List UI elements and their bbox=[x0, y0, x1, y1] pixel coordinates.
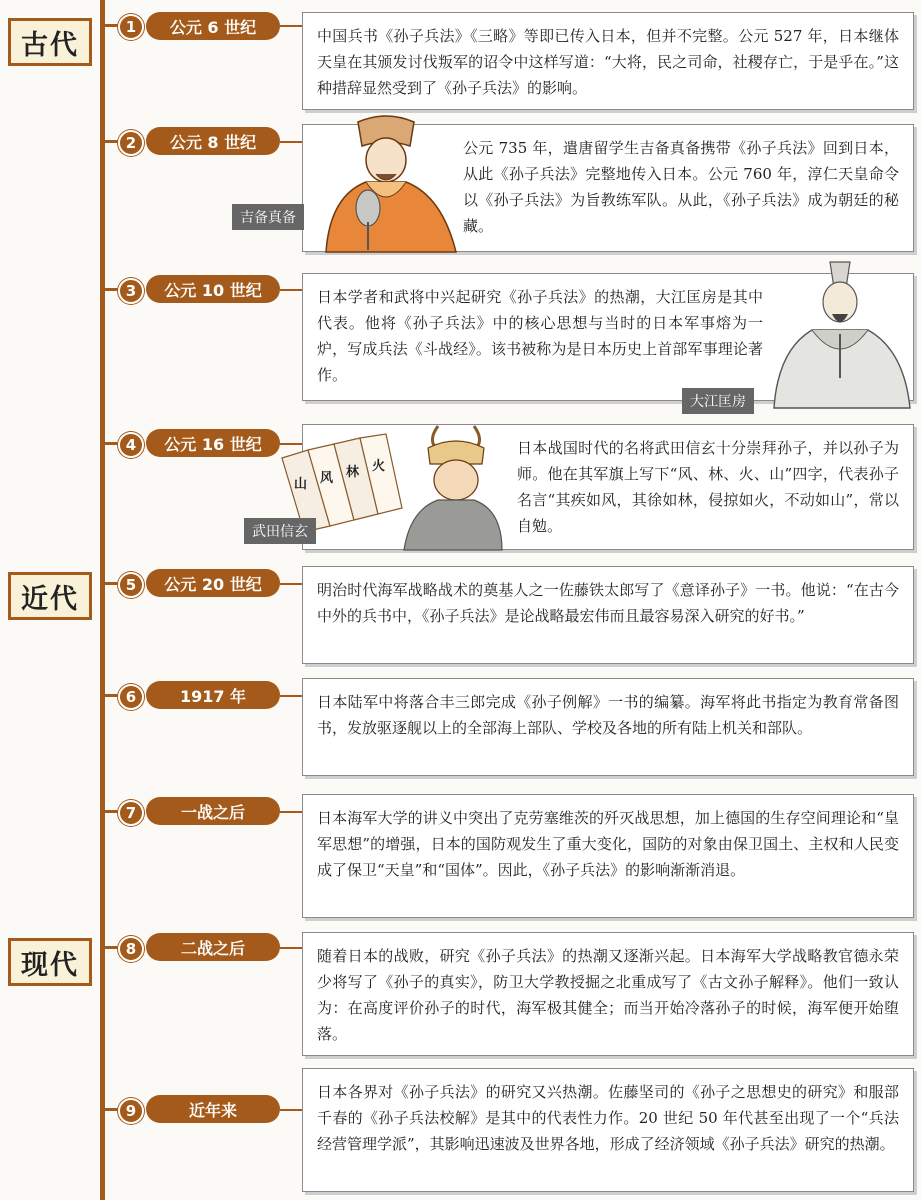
entry-text: 日本学者和武将中兴起研究《孙子兵法》的热潮，大江匡房是其中代表。他将《孙子兵法》中的核心思想与当时的日本军事熔为一炉，写成兵法《斗战经》。该书被称为是日本历史上首部军事理论著作。 bbox=[317, 288, 763, 384]
era-modern-label: 近代 bbox=[8, 572, 92, 620]
period-label: 一战之后 bbox=[146, 797, 280, 825]
entry-number-badge: 2 bbox=[118, 130, 144, 156]
entry-text: 日本海军大学的讲义中突出了克劳塞维茨的歼灭战思想，加上德国的生存空间理论和“皇军思想”的增强，日本的国防观发生了重大变化，国防的对象由保卫国土、主权和人民变成了保卫“天皇”和“国体”。因此，《孙子兵法》的影响渐渐消退。 bbox=[317, 809, 899, 879]
figure-caption-takeda: 武田信玄 bbox=[244, 518, 316, 544]
banner-char: 火 bbox=[372, 459, 386, 474]
entry-text: 随着日本的战败，研究《孙子兵法》的热潮又逐渐兴起。日本海军大学战略教官德永荣少将写了《孙子的真实》，防卫大学教授掘之北重成写了《古文孙子解释》。他们一致认为：在高度评价孙子的时代，海军极其健全；而当开始冷落孙子的时候，海军便开始堕落。 bbox=[317, 947, 899, 1043]
banner-char: 林 bbox=[346, 465, 360, 480]
entry-text: 公元 735 年，遣唐留学生吉备真备携带《孙子兵法》回到日本，从此《孙子兵法》完整地传入日本。公元 760 年，淳仁天皇命令以《孙子兵法》为旨教练军队。从此，《孙子兵法》成为朝廷的秘藏。 bbox=[463, 139, 899, 235]
entry-text: 日本陆军中将落合丰三郎完成《孙子例解》一书的编纂。海军将此书指定为教育常备图书，发放驱逐舰以上的全部海上部队、学校及各地的所有陆上机关和部队。 bbox=[317, 693, 899, 737]
figure-caption-kibi: 吉备真备 bbox=[232, 204, 304, 230]
entry-number-badge: 5 bbox=[118, 572, 144, 598]
entry-text-box bbox=[302, 566, 914, 664]
era-ancient-label: 古代 bbox=[8, 18, 92, 66]
entry-text-box bbox=[302, 794, 914, 918]
entry-number-badge: 9 bbox=[118, 1098, 144, 1124]
timeline-axis bbox=[100, 0, 105, 1200]
entry-text: 日本战国时代的名将武田信玄十分崇拜孙子，并以孙子为师。他在其军旗上写下“风、林、火、山”四字，代表孙子名言“其疾如风，其徐如林，侵掠如火，不动如山”，常以自勉。 bbox=[517, 439, 899, 535]
period-label: 公元 16 世纪 bbox=[146, 429, 280, 457]
period-label: 公元 6 世纪 bbox=[146, 12, 280, 40]
kibi-makibi-portrait-icon bbox=[306, 112, 464, 254]
entry-number-badge: 1 bbox=[118, 14, 144, 40]
banner-char: 山 bbox=[294, 477, 308, 492]
period-label: 近年来 bbox=[146, 1095, 280, 1123]
period-label: 二战之后 bbox=[146, 933, 280, 961]
entry-text-box bbox=[302, 932, 914, 1056]
period-label: 1917 年 bbox=[146, 681, 280, 709]
entry-text-box bbox=[302, 678, 914, 776]
entry-number-badge: 7 bbox=[118, 800, 144, 826]
entry-text-box bbox=[302, 12, 914, 110]
period-label: 公元 8 世纪 bbox=[146, 127, 280, 155]
period-label: 公元 20 世纪 bbox=[146, 569, 280, 597]
entry-number-badge: 8 bbox=[118, 936, 144, 962]
oe-masafusa-portrait-icon bbox=[766, 258, 914, 410]
entry-text: 中国兵书《孙子兵法》《三略》等即已传入日本，但并不完整。公元 527 年，日本继体天皇在其颁发讨伐叛军的诏令中这样写道：“大将，民之司命，社稷存亡，于是乎在。”这种措辞显然受到了《孙子兵法》的影响。 bbox=[317, 27, 899, 97]
period-label: 公元 10 世纪 bbox=[146, 275, 280, 303]
entry-number-badge: 4 bbox=[118, 432, 144, 458]
entry-number-badge: 6 bbox=[118, 684, 144, 710]
entry-text: 明治时代海军战略战术的奠基人之一佐藤铁太郎写了《意译孙子》一书。他说：“在古今中外的兵书中，《孙子兵法》是论战略最宏伟而且最容易深入研究的好书。” bbox=[317, 581, 899, 625]
era-contemporary-label: 现代 bbox=[8, 938, 92, 986]
figure-caption-oe: 大江匡房 bbox=[682, 388, 754, 414]
entry-number-badge: 3 bbox=[118, 278, 144, 304]
entry-text-box bbox=[302, 1068, 914, 1192]
entry-text: 日本各界对《孙子兵法》的研究又兴热潮。佐藤坚司的《孙子之思想史的研究》和服部千春的《孙子兵法校解》是其中的代表性力作。20 世纪 50 年代甚至出现了一个“兵法经营管理学派”，其影响迅速波及世界各地，形成了经济领域《孙子兵法》研究的热潮。 bbox=[317, 1083, 899, 1153]
banner-char: 风 bbox=[320, 471, 334, 486]
